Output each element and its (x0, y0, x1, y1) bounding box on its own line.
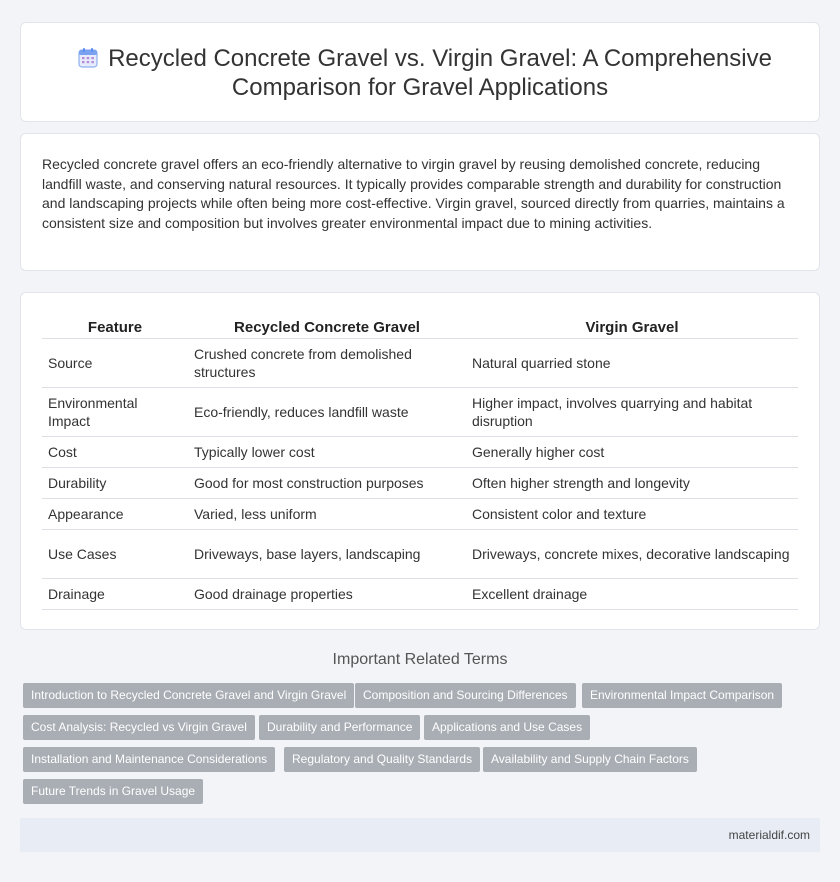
related-terms-title: Important Related Terms (332, 651, 508, 668)
related-term-link[interactable]: Availability and Supply Chain Factors (483, 747, 697, 772)
table-cell: Use Cases (42, 529, 188, 578)
column-header-feature: Feature (42, 315, 188, 338)
header-card (20, 22, 820, 122)
table-cell: Source (42, 338, 188, 387)
related-term-link[interactable]: Composition and Sourcing Differences (355, 683, 576, 708)
related-term-link[interactable]: Regulatory and Quality Standards (284, 747, 480, 772)
column-header-virgin: Virgin Gravel (466, 315, 798, 338)
table-cell: Drainage (42, 578, 188, 609)
table-cell: Good drainage properties (188, 578, 466, 609)
related-term-link[interactable]: Introduction to Recycled Concrete Gravel and Virgin Gravel (23, 683, 354, 708)
table-cell: Higher impact, involves quarrying and habitat disruption (466, 387, 798, 436)
table-cell: Appearance (42, 498, 188, 529)
table-cell: Eco-friendly, reduces landfill waste (188, 387, 466, 436)
table-cell: Often higher strength and longevity (466, 467, 798, 498)
related-term-link[interactable]: Cost Analysis: Recycled vs Virgin Gravel (23, 715, 255, 740)
table-cell: Durability (42, 467, 188, 498)
comparison-table-card (20, 292, 820, 630)
related-term-link[interactable]: Applications and Use Cases (424, 715, 590, 740)
page-title-line1: Recycled Concrete Gravel vs. Virgin Gravel: A Comprehensive (108, 45, 772, 72)
table-cell: Good for most construction purposes (188, 467, 466, 498)
table-cell: Excellent drainage (466, 578, 798, 609)
column-header-recycled: Recycled Concrete Gravel (188, 315, 466, 338)
page-title-line2: Comparison for Gravel Applications (231, 74, 609, 101)
table-header-row (42, 315, 798, 338)
table-cell: Varied, less uniform (188, 498, 466, 529)
table-cell: Environmental Impact (42, 387, 188, 436)
table-cell: Cost (42, 436, 188, 467)
table-cell: Crushed concrete from demolished structures (188, 338, 466, 387)
table-cell: Driveways, concrete mixes, decorative landscaping (466, 529, 798, 578)
table-row (42, 338, 798, 387)
footer-site-link[interactable]: materialdif.com (728, 828, 810, 842)
footer (20, 818, 820, 852)
related-term-link[interactable]: Environmental Impact Comparison (582, 683, 782, 708)
related-term-link[interactable]: Future Trends in Gravel Usage (23, 779, 203, 804)
table-cell: Generally higher cost (466, 436, 798, 467)
table-row (42, 578, 798, 609)
related-term-link[interactable]: Durability and Performance (259, 715, 420, 740)
page-title (21, 44, 819, 102)
table-cell: Typically lower cost (188, 436, 466, 467)
intro-card (20, 133, 820, 271)
intro-paragraph: Recycled concrete gravel offers an eco-friendly alternative to virgin gravel by reusing demolished concrete, reducing landfill waste, and conserving natural resources. It typically provides comparable strength and durability for construction and landscaping projects while often being more cost-effective. Virgin gravel, sourced directly from quarries, maintains a consistent size and composition but involves greater environmental impact due to mining activities. (42, 156, 785, 231)
table-row (42, 529, 798, 578)
table-row (42, 436, 798, 467)
table-cell: Consistent color and texture (466, 498, 798, 529)
table-cell: Natural quarried stone (466, 338, 798, 387)
table-cell: Driveways, base layers, landscaping (188, 529, 466, 578)
table-row (42, 467, 798, 498)
comparison-table (42, 315, 798, 610)
related-term-link[interactable]: Installation and Maintenance Considerations (23, 747, 275, 772)
table-row (42, 498, 798, 529)
table-row (42, 387, 798, 436)
